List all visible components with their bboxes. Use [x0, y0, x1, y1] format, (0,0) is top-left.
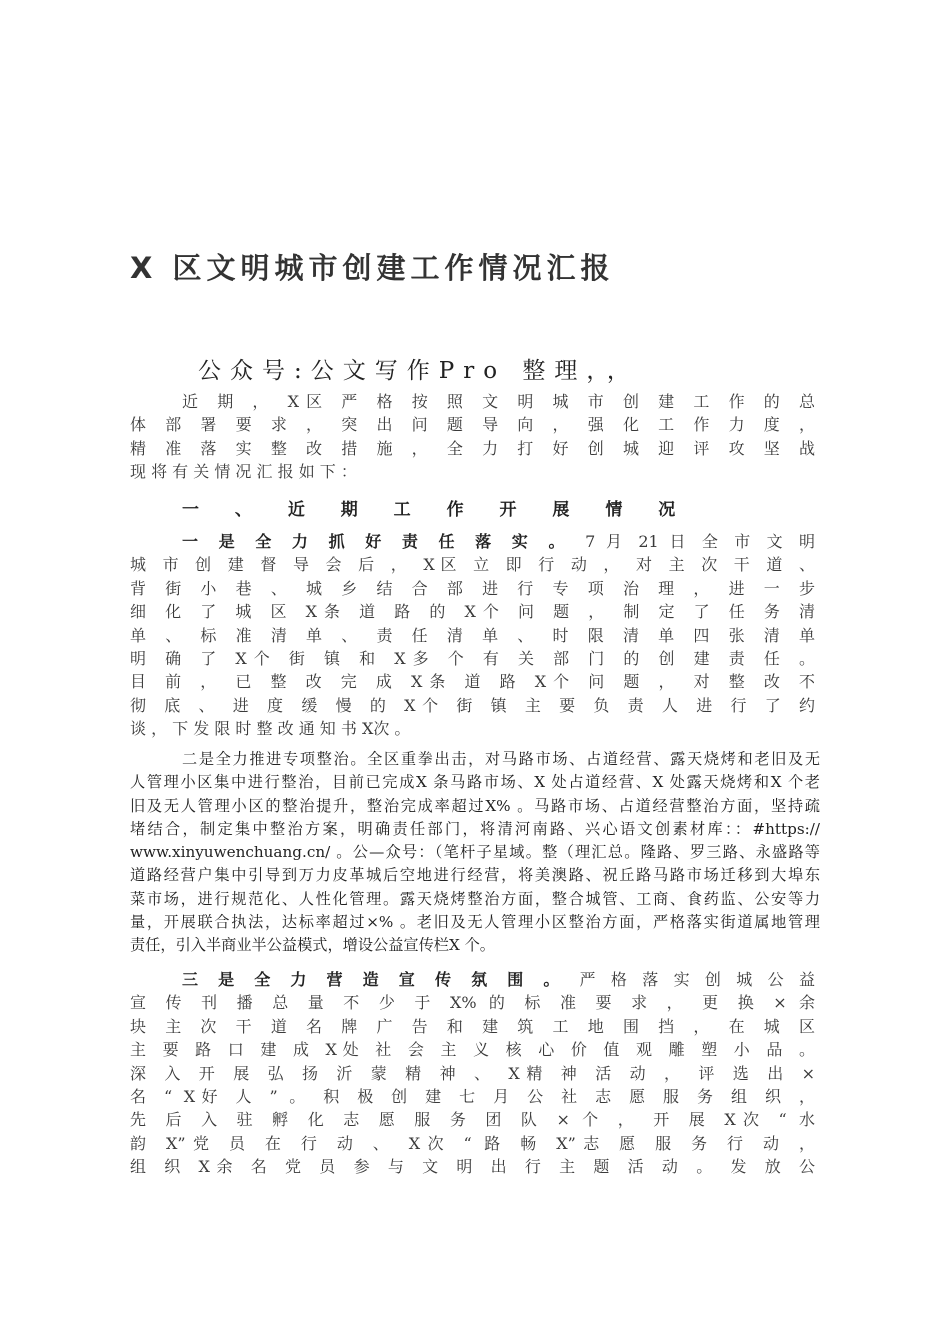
item2-line: 量，开展联合执法，达标率超过×% 。老旧及无人管理小区整治方面，严格落实街道属地管理	[130, 913, 820, 932]
item3-line-text: 严 格 落 实 创 城 公 益	[579, 970, 815, 989]
item2-line: 责任，引入半商业半公益模式，增设公益宣传栏X 个。	[130, 936, 495, 955]
intro-line: 近 期 ， X区 严 格 按 照 文 明 城 市 创 建 工 作 的 总	[182, 392, 815, 411]
item1-line: 明 确 了 X个 街 镇 和 X多 个 有 关 部 门 的 创 建 责 任 。	[130, 648, 815, 668]
intro-paragraph	[130, 390, 815, 484]
item2-line: 二是全力推进专项整治。全区重拳出击，对马路市场、占道经营、露天烧烤和老旧及无	[182, 750, 820, 768]
item3-line: 名 “ X好 人 ” 。 积 极 创 建 七 月 公 社 志 愿 服 务 组 织 ，	[130, 1086, 815, 1106]
item1-line: 细 化 了 城 区 X条 道 路 的 X个 问 题 ， 制 定 了 任 务 清	[130, 602, 815, 622]
item1-line	[130, 530, 815, 553]
item3-line: 深 入 开 展 弘 扬 沂 蒙 精 神 、 X精 神 活 动 ， 评 选 出 ×	[130, 1063, 815, 1083]
item3-line: 组 织 X余 名 党 员 参 与 文 明 出 行 主 题 活 动 。 发 放 公	[130, 1157, 815, 1177]
item3-line: 韵 X”党 员 在 行 动 、 X次 “ 路 畅 X”志 愿 服 务 行 动 ，	[130, 1133, 815, 1153]
intro-line: 体 部 署 要 求 ， 突 出 问 题 导 向 ， 强 化 工 作 力 度 ，	[130, 415, 815, 435]
item1-line: 目 前 ， 已 整 改 完 成 X条 道 路 X个 问 题 ， 对 整 改 不	[130, 672, 815, 692]
item1-line: 单 、 标 准 清 单 、 责 任 清 单 、 时 限 清 单 四 张 清 单	[130, 625, 815, 645]
item1-line: 背 街 小 巷 、 城 乡 结 合 部 进 行 专 项 治 理 ， 进 一 步	[130, 578, 815, 598]
item1-line: 彻 底 、 进 度 缓 慢 的 X个 街 镇 主 要 负 责 人 进 行 了 约	[130, 695, 815, 715]
section-heading: 一 、 近 期 工 作 开 展 情 况	[182, 500, 691, 520]
item1-paragraph	[130, 530, 815, 741]
item2-line: 人管理小区集中进行整治，目前已完成X 条马路市场、X 处占道经营、X 处露天烧烤和X 个老	[130, 773, 820, 792]
intro-line: 现 将 有 关 情 况 汇 报 如 下 ：	[130, 462, 357, 482]
item3-line: 先 后 入 驻 孵 化 志 愿 服 务 团 队 × 个 ， 开 展 X次 “ 水	[130, 1110, 815, 1130]
item3-paragraph	[130, 968, 815, 1179]
item2-paragraph	[130, 748, 820, 958]
document-subtitle: 公众号:公文写作Pro 整理，，	[198, 358, 639, 384]
item3-line: 主 要 路 口 建 成 X处 社 会 主 义 核 心 价 值 观 雕 塑 小 品 。	[130, 1040, 815, 1060]
item2-line: 菜市场，进行规范化、人性化管理。露天烧烤整治方面，整合城管、工商、食药监、公安等力	[130, 889, 820, 908]
item3-line: 块 主 次 干 道 名 牌 广 告 和 建 筑 工 地 围 挡 ， 在 城 区	[130, 1016, 815, 1036]
intro-line: 精 准 落 实 整 改 措 施 ， 全 力 打 好 创 城 迎 评 攻 坚 战	[130, 438, 815, 458]
item1-line-text: 7 月 21 日 全 市 文 明	[585, 532, 815, 551]
item3-lead: 三是全力营造宣传氛围。	[182, 970, 580, 989]
item2-line: 道路经营户集中引导到万力皮革城后空地进行经营，将美澳路、祝丘路马路市场迁移到大埠东	[130, 866, 820, 885]
item2-line: 堵结合，制定集中整治方案，明确责任部门，将清河南路、兴心语文创素材库：：#https://	[130, 819, 820, 838]
item2-line: 旧及无人管理小区的整治提升，整治完成率超过X% 。马路市场、占道经营整治方面，坚持疏	[130, 796, 820, 815]
item3-line	[130, 968, 815, 991]
item1-lead: 一是全力抓好责任落实。	[182, 532, 586, 551]
item1-line: 谈 ， 下 发 限 时 整 改 通 知 书 X次 。	[130, 719, 411, 739]
item3-line: 宣 传 刊 播 总 量 不 少 于 X% 的 标 准 要 求 ， 更 换 × 余	[130, 993, 815, 1013]
document-title: X 区文明城市创建工作情况汇报	[130, 251, 615, 285]
item2-line: www.xinyuwenchuang.cn/ 。公—众号：（笔杆子星域。整（理汇总。隆路、罗三路、永盛路等	[130, 843, 820, 862]
item1-line: 城 市 创 建 督 导 会 后 ， X区 立 即 行 动 ， 对 主 次 干 道 、	[130, 555, 815, 575]
